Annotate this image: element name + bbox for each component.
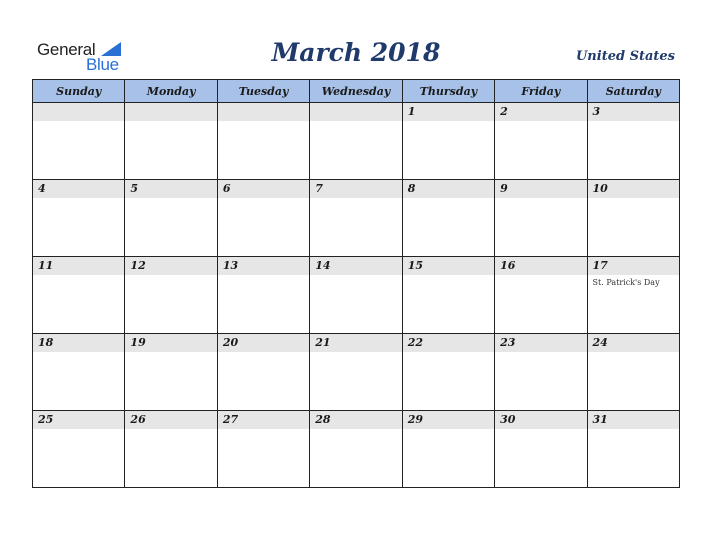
day-cell bbox=[495, 257, 587, 334]
day-cell bbox=[402, 411, 494, 488]
day-cell bbox=[310, 411, 402, 488]
day-cell bbox=[495, 103, 587, 180]
day-cell bbox=[217, 411, 309, 488]
day-number: 19 bbox=[125, 334, 216, 352]
logo-word-blue: Blue bbox=[86, 55, 119, 74]
day-number: 14 bbox=[310, 257, 401, 275]
weekday-tuesday: Tuesday bbox=[217, 80, 309, 103]
day-cell bbox=[217, 180, 309, 257]
day-number bbox=[125, 103, 216, 121]
day-number: 18 bbox=[33, 334, 124, 352]
day-cell bbox=[125, 334, 217, 411]
day-number: 16 bbox=[495, 257, 586, 275]
day-number bbox=[310, 103, 401, 121]
weekday-wednesday: Wednesday bbox=[310, 80, 402, 103]
calendar-grid bbox=[32, 79, 680, 488]
day-number: 7 bbox=[310, 180, 401, 198]
day-cell bbox=[587, 180, 679, 257]
day-cell bbox=[310, 257, 402, 334]
weekday-header-row bbox=[33, 80, 680, 103]
day-number: 3 bbox=[588, 103, 679, 121]
week-row bbox=[33, 180, 680, 257]
day-number: 12 bbox=[125, 257, 216, 275]
day-number: 13 bbox=[218, 257, 309, 275]
day-cell bbox=[217, 334, 309, 411]
day-number: 28 bbox=[310, 411, 401, 429]
day-number: 27 bbox=[218, 411, 309, 429]
day-cell bbox=[33, 411, 125, 488]
day-number: 15 bbox=[403, 257, 494, 275]
day-number: 25 bbox=[33, 411, 124, 429]
weekday-thursday: Thursday bbox=[402, 80, 494, 103]
day-number: 30 bbox=[495, 411, 586, 429]
weekday-friday: Friday bbox=[495, 80, 587, 103]
day-cell bbox=[33, 103, 125, 180]
day-number: 11 bbox=[33, 257, 124, 275]
week-row bbox=[33, 257, 680, 334]
day-cell bbox=[587, 411, 679, 488]
holiday-label: St. Patrick's Day bbox=[592, 278, 660, 287]
day-cell bbox=[495, 180, 587, 257]
day-number bbox=[218, 103, 309, 121]
day-number: 5 bbox=[125, 180, 216, 198]
week-row bbox=[33, 334, 680, 411]
weekday-saturday: Saturday bbox=[587, 80, 679, 103]
day-cell bbox=[587, 103, 679, 180]
day-number: 20 bbox=[218, 334, 309, 352]
day-cell bbox=[402, 334, 494, 411]
day-cell bbox=[217, 257, 309, 334]
day-cell bbox=[33, 180, 125, 257]
day-cell bbox=[125, 257, 217, 334]
day-cell bbox=[310, 334, 402, 411]
day-number: 21 bbox=[310, 334, 401, 352]
week-row bbox=[33, 411, 680, 488]
day-cell bbox=[402, 180, 494, 257]
day-cell bbox=[402, 103, 494, 180]
day-number: 2 bbox=[495, 103, 586, 121]
day-number: 8 bbox=[403, 180, 494, 198]
day-cell bbox=[587, 257, 679, 334]
day-number: 31 bbox=[588, 411, 679, 429]
calendar-title: March 2018 bbox=[271, 38, 441, 67]
day-number: 23 bbox=[495, 334, 586, 352]
day-number: 22 bbox=[403, 334, 494, 352]
logo-word-general: General bbox=[37, 40, 96, 59]
day-number: 26 bbox=[125, 411, 216, 429]
weekday-monday: Monday bbox=[125, 80, 217, 103]
day-cell bbox=[125, 411, 217, 488]
country-label: United States bbox=[575, 49, 675, 64]
day-cell bbox=[125, 103, 217, 180]
day-number: 10 bbox=[588, 180, 679, 198]
day-cell bbox=[495, 334, 587, 411]
day-number: 9 bbox=[495, 180, 586, 198]
week-row bbox=[33, 103, 680, 180]
day-number: 4 bbox=[33, 180, 124, 198]
day-cell bbox=[495, 411, 587, 488]
day-cell bbox=[310, 180, 402, 257]
weekday-sunday: Sunday bbox=[33, 80, 125, 103]
day-number: 24 bbox=[588, 334, 679, 352]
day-cell bbox=[33, 257, 125, 334]
day-cell bbox=[310, 103, 402, 180]
day-number: 1 bbox=[403, 103, 494, 121]
day-number: 17 bbox=[588, 257, 679, 275]
day-number: 6 bbox=[218, 180, 309, 198]
day-cell bbox=[125, 180, 217, 257]
day-cell bbox=[33, 334, 125, 411]
day-cell bbox=[587, 334, 679, 411]
day-number: 29 bbox=[403, 411, 494, 429]
day-cell bbox=[402, 257, 494, 334]
day-number bbox=[33, 103, 124, 121]
day-cell bbox=[217, 103, 309, 180]
